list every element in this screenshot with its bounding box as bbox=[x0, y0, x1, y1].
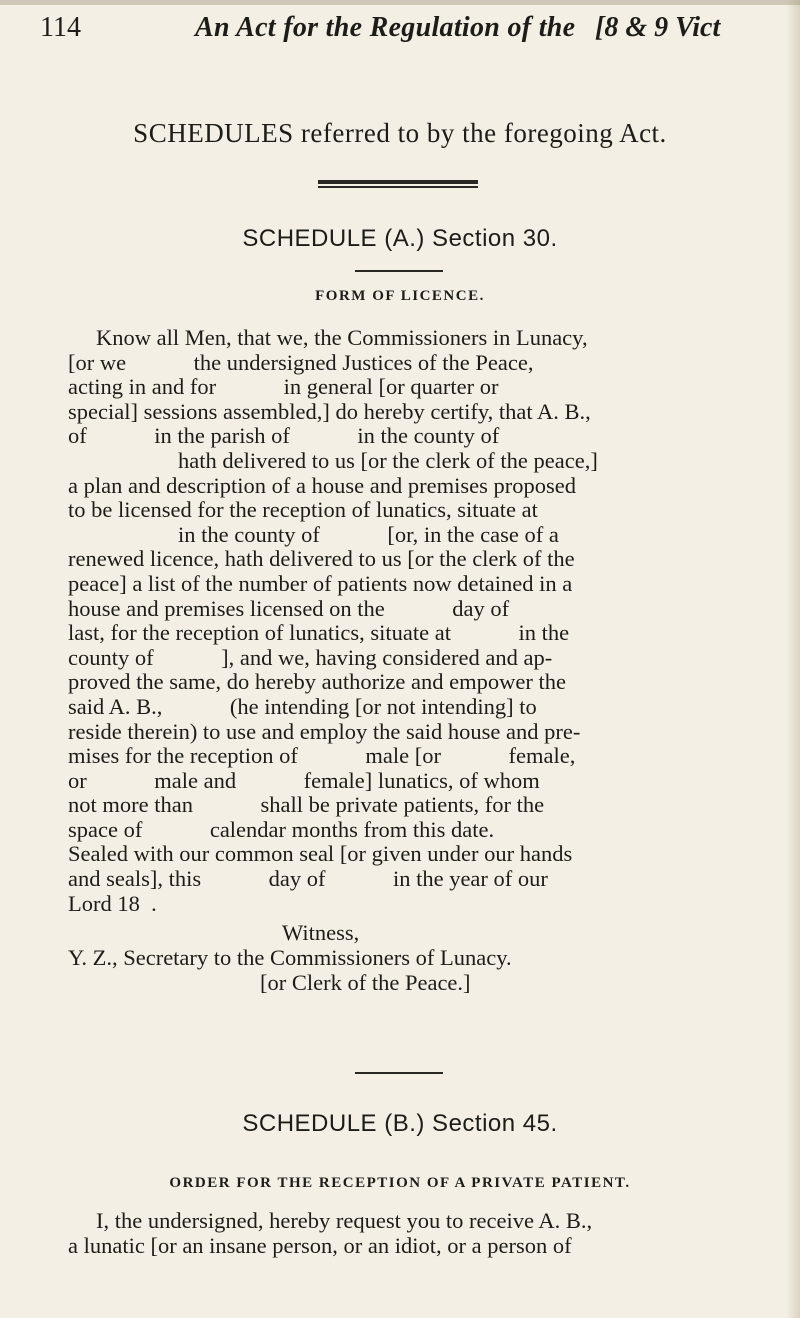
schedule-a-line: or male and female] lunatics, of whom bbox=[68, 767, 540, 793]
page-number: 114 bbox=[40, 12, 81, 43]
schedule-b-form-heading: ORDER FOR THE RECEPTION OF A PRIVATE PATIENT. bbox=[169, 1175, 631, 1191]
schedule-b-heading: SCHEDULE (B.) Section 45. bbox=[242, 1110, 558, 1137]
schedule-a-line: said A. B., (he intending [or not intending] to bbox=[68, 693, 537, 719]
schedule-a-line: a plan and description of a house and premises proposed bbox=[68, 472, 576, 498]
schedule-a-line: space of calendar months from this date. bbox=[68, 816, 495, 842]
schedule-a-line: Sealed with our common seal [or given under our hands bbox=[68, 841, 573, 867]
schedule-b-rule-top bbox=[355, 1072, 443, 1074]
schedule-a-line: county of ], and we, having considered and ap- bbox=[68, 644, 553, 670]
schedule-a-form-heading: FORM OF LICENCE. bbox=[315, 288, 485, 304]
schedule-a-line: proved the same, do hereby authorize and empower the bbox=[68, 669, 566, 695]
running-header bbox=[40, 6, 780, 46]
schedule-a-line: peace] a list of the number of patients now detained in a bbox=[68, 570, 573, 596]
schedule-a-line: hath delivered to us [or the clerk of the peace,] bbox=[178, 447, 598, 473]
page-top-edge bbox=[0, 0, 800, 5]
schedule-a-line: last, for the reception of lunatics, situate at in the bbox=[68, 620, 570, 646]
schedule-a-line: Lord 18 . bbox=[68, 890, 157, 916]
schedule-a-rule bbox=[355, 270, 443, 272]
title-rule-thin bbox=[318, 186, 478, 188]
witness-label: Witness, bbox=[282, 920, 360, 945]
schedule-a-line: special] sessions assembled,] do hereby certify, that A. B., bbox=[68, 398, 591, 424]
schedule-a-body bbox=[68, 326, 762, 916]
schedule-a-line: renewed licence, hath delivered to us [or the clerk of the bbox=[68, 546, 575, 572]
schedule-b-line: a lunatic [or an insane person, or an idiot, or a person of bbox=[68, 1233, 572, 1258]
schedule-b-line: I, the undersigned, hereby request you to receive A. B., bbox=[96, 1208, 593, 1233]
title-rule-thick bbox=[318, 180, 478, 184]
schedule-a-line: reside therein) to use and employ the said house and pre- bbox=[68, 718, 581, 744]
signature-line-1: Y. Z., Secretary to the Commissioners of Lunacy. bbox=[68, 945, 512, 970]
schedule-a-line: and seals], this day of in the year of our bbox=[68, 866, 548, 892]
schedule-a-line: acting in and for in general [or quarter or bbox=[68, 374, 499, 400]
schedule-a-heading: SCHEDULE (A.) Section 30. bbox=[242, 225, 558, 252]
schedule-a-line: not more than shall be private patients, for the bbox=[68, 792, 545, 818]
schedules-title: SCHEDULES referred to by the foregoing Act. bbox=[133, 118, 667, 148]
schedule-a-line: to be licensed for the reception of lunatics, situate at bbox=[68, 497, 538, 523]
session-reference: [8 & 9 Vict bbox=[595, 12, 721, 43]
schedule-a-line: in the county of [or, in the case of a bbox=[178, 521, 559, 547]
schedule-a-line: Know all Men, that we, the Commissioners in Lunacy, bbox=[96, 325, 588, 350]
schedule-a-line: mises for the reception of male [or female, bbox=[68, 743, 576, 769]
running-title: An Act for the Regulation of the bbox=[195, 12, 576, 43]
schedule-a-line: house and premises licensed on the day of bbox=[68, 595, 510, 621]
schedule-a-line: of in the parish of in the county of bbox=[68, 423, 500, 449]
schedule-a-line: [or we the undersigned Justices of the Peace, bbox=[68, 349, 534, 375]
signature-line-2: [or Clerk of the Peace.] bbox=[260, 970, 471, 995]
schedule-b-body bbox=[68, 1208, 762, 1258]
